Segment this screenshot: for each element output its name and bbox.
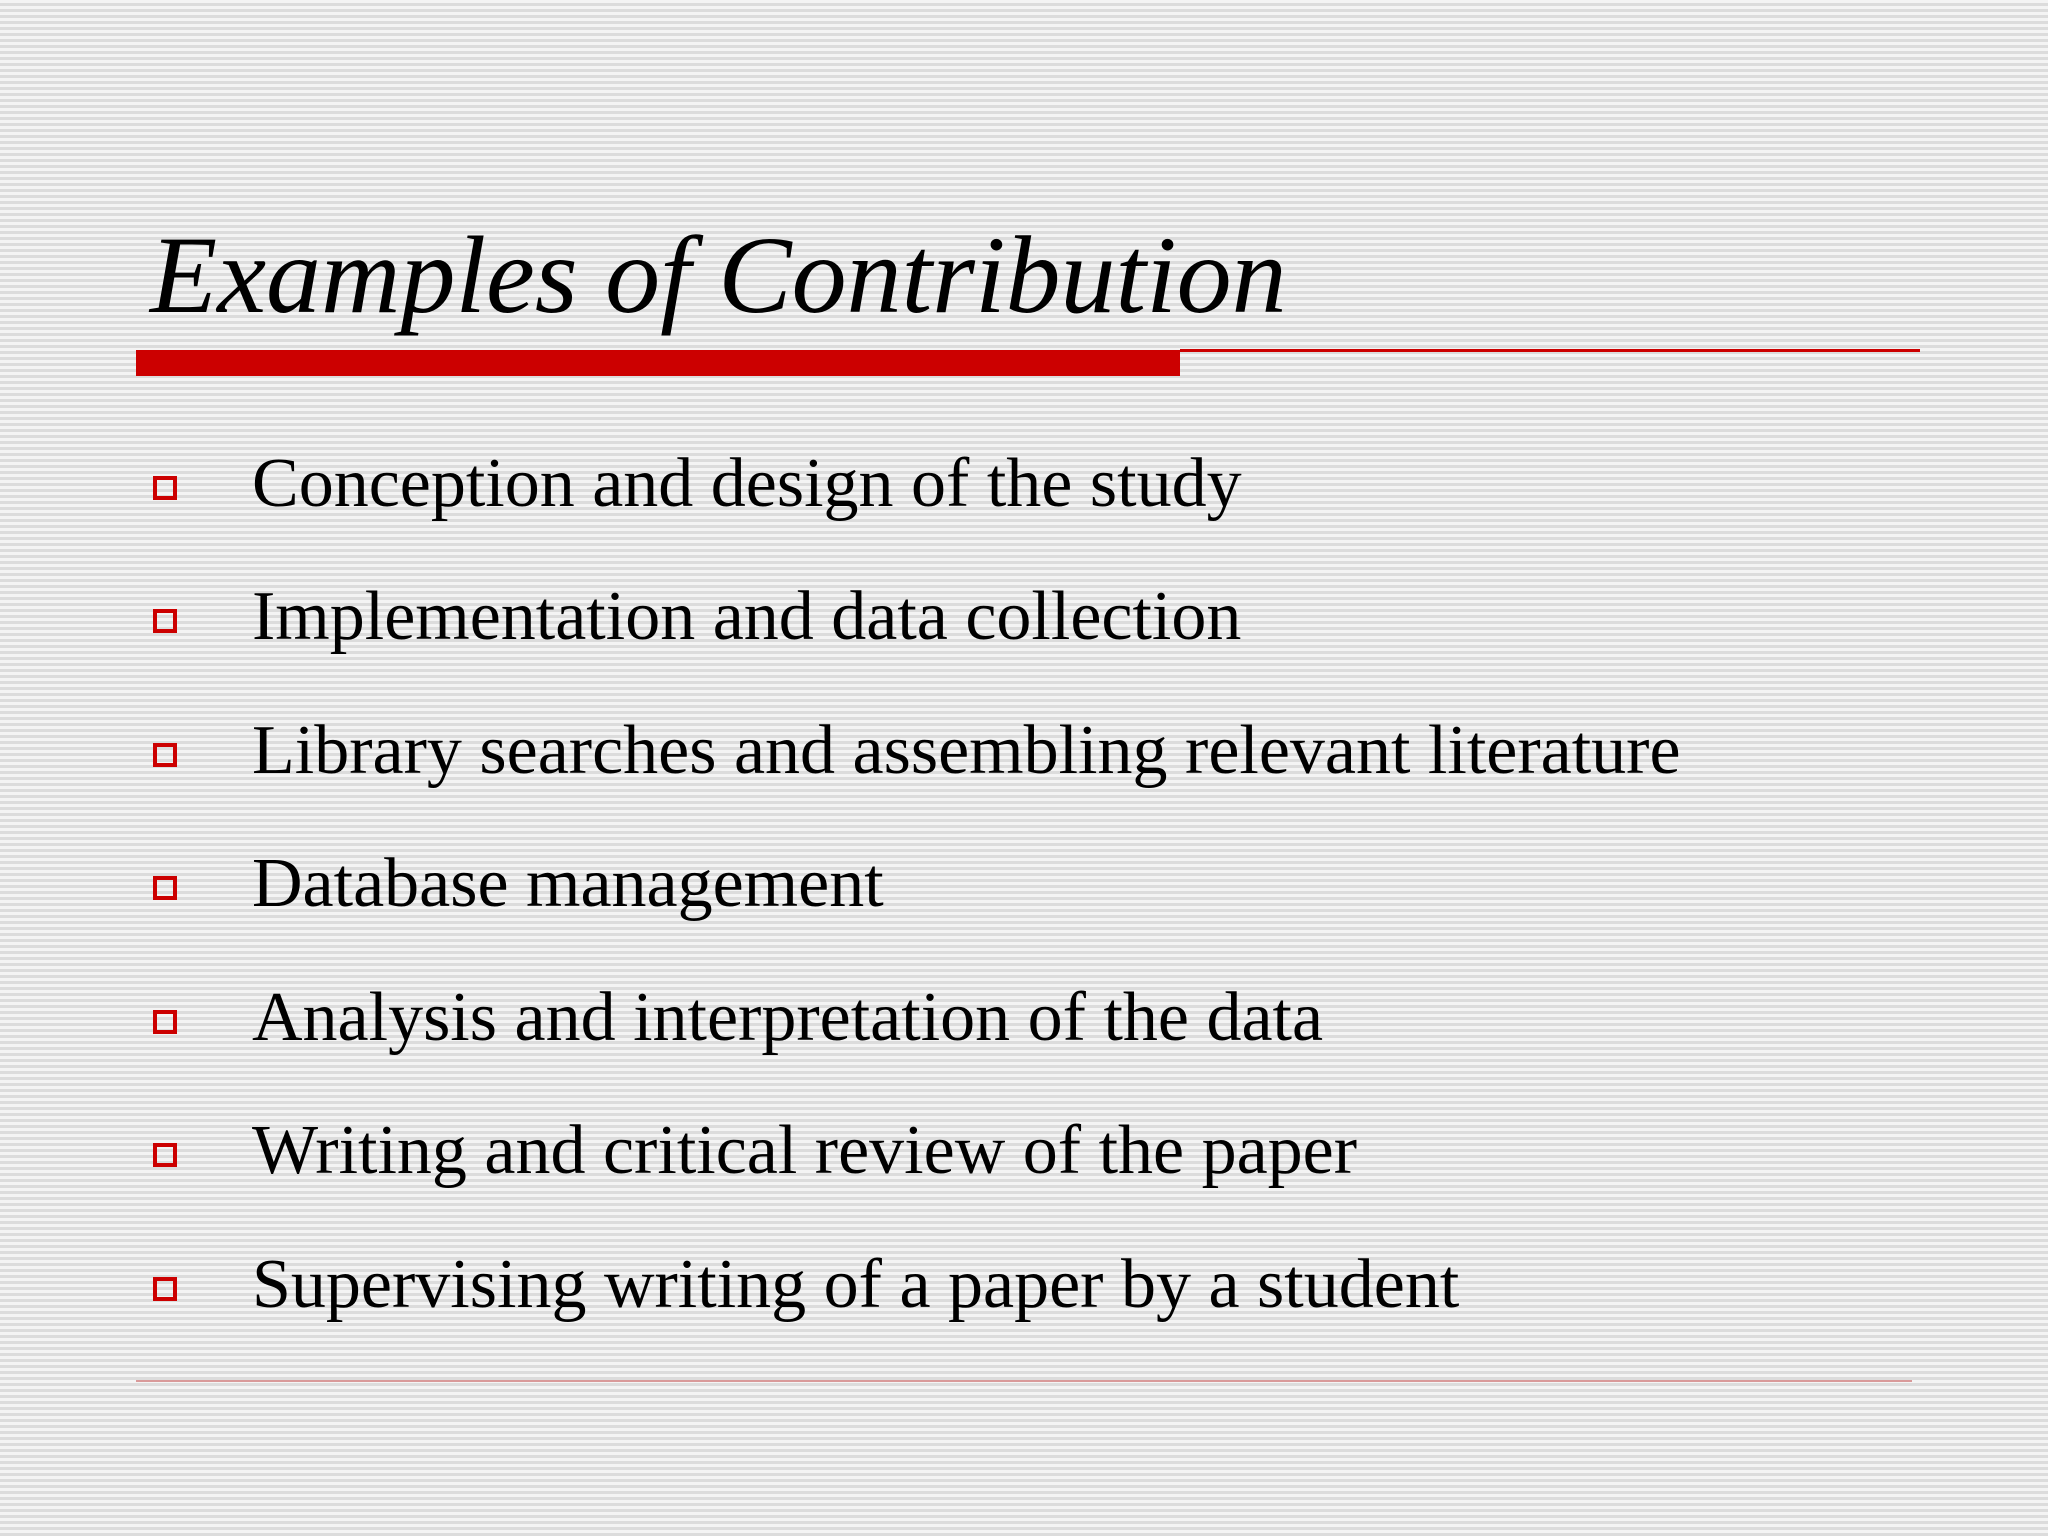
square-bullet-icon (153, 609, 177, 633)
bullet-item (0, 712, 1900, 829)
bullet-item (0, 1112, 1900, 1229)
bullet-item (0, 1246, 1900, 1363)
square-bullet-icon (153, 1277, 177, 1301)
slide-title: Examples of Contribution (150, 214, 1287, 336)
bullet-text: Conception and design of the study (252, 445, 1242, 522)
square-bullet-icon (153, 1010, 177, 1034)
bullet-item (0, 445, 1900, 562)
bullet-text: Library searches and assembling relevant literature (252, 712, 1681, 789)
bullet-item (0, 578, 1900, 695)
title-underline-thin (1180, 349, 1920, 352)
bullet-item (0, 845, 1900, 962)
bullet-text: Analysis and interpretation of the data (252, 979, 1324, 1056)
square-bullet-icon (153, 1143, 177, 1167)
bullet-item (0, 979, 1900, 1096)
bullet-text: Writing and critical review of the paper (252, 1112, 1358, 1189)
bullet-text: Supervising writing of a paper by a student (252, 1246, 1460, 1323)
square-bullet-icon (153, 876, 177, 900)
footer-divider (136, 1380, 1912, 1382)
title-underline-thick (136, 350, 1180, 376)
square-bullet-icon (153, 476, 177, 500)
square-bullet-icon (153, 743, 177, 767)
bullet-text: Implementation and data collection (252, 578, 1242, 655)
bullet-text: Database management (252, 845, 884, 922)
